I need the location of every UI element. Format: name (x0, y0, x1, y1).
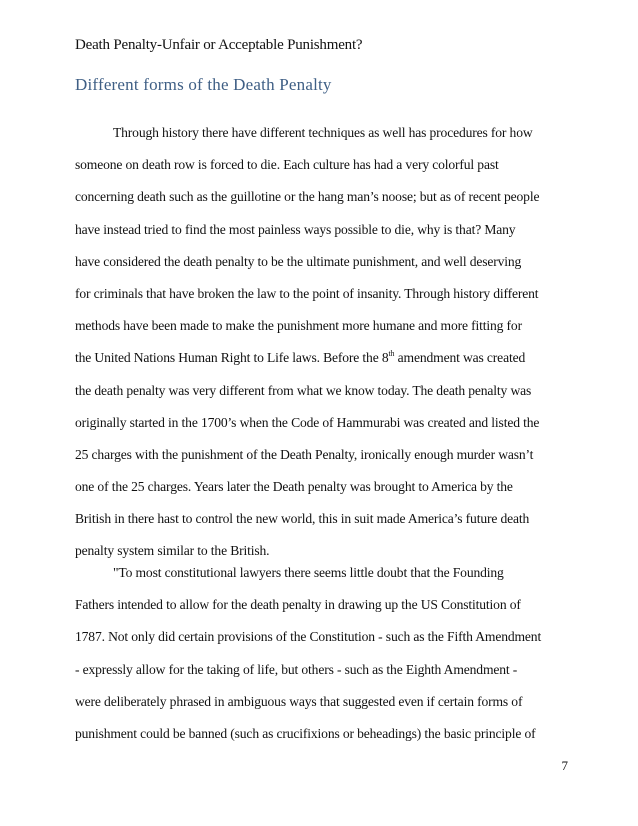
paragraph-line: 25 charges with the punishment of the Death Penalty, ironically enough murder wasn’t (75, 446, 534, 462)
paragraph-line: for criminals that have broken the law to the point of insanity. Through history different (75, 285, 539, 301)
paragraph-line: someone on death row is forced to die. Each culture has had a very colorful past (75, 157, 499, 173)
paragraph-line: one of the 25 charges. Years later the Death penalty was brought to America by the (75, 479, 513, 495)
paragraph-line: were deliberately phrased in ambiguous ways that suggested even if certain forms of (75, 693, 523, 709)
paragraph-line: have instead tried to find the most painless ways possible to die, why is that? Many (75, 221, 516, 237)
running-header: Death Penalty-Unfair or Acceptable Punishment? (75, 37, 363, 53)
paragraph-line: - expressly allow for the taking of life, but others - such as the Eighth Amendment - (75, 661, 518, 677)
paragraph-line: "To most constitutional lawyers there seems little doubt that the Founding (113, 565, 504, 580)
paragraph-line: the death penalty was very different from what we know today. The death penalty was (75, 382, 532, 398)
paragraph-constitution-quote (75, 557, 567, 750)
paragraph-line: methods have been made to make the punishment more humane and more fitting for (75, 318, 522, 334)
line-text-before-superscript: the United Nations Human Right to Life laws. Before the 8 (75, 350, 389, 366)
paragraph-line: 1787. Not only did certain provisions of the Constitution - such as the Fifth Amendment (75, 629, 542, 645)
line-text-after-superscript: amendment was created (394, 350, 526, 366)
paragraph-line: penalty system similar to the British. (75, 543, 270, 559)
paragraph-line: Through history there have different techniques as well has procedures for how (113, 125, 533, 140)
paragraph-line: Fathers intended to allow for the death penalty in drawing up the US Constitution of (75, 597, 521, 613)
paragraph-line: punishment could be banned (such as crucifixions or beheadings) the basic principle of (75, 725, 536, 741)
paragraph-line: concerning death such as the guillotine or the hang man’s noose; but as of recent people (75, 189, 540, 205)
paragraph-line: originally started in the 1700’s when the Code of Hammurabi was created and listed the (75, 414, 540, 430)
page-number: 7 (561, 758, 568, 773)
paragraph-forms-history (75, 117, 567, 568)
paragraph-line-with-superscript (75, 342, 567, 374)
ordinal-superscript: th (388, 349, 395, 359)
paragraph-line: British in there hast to control the new world, this in suit made America’s future death (75, 511, 530, 527)
paragraph-line: have considered the death penalty to be the ultimate punishment, and well deserving (75, 253, 522, 269)
section-heading: Different forms of the Death Penalty (75, 75, 332, 94)
